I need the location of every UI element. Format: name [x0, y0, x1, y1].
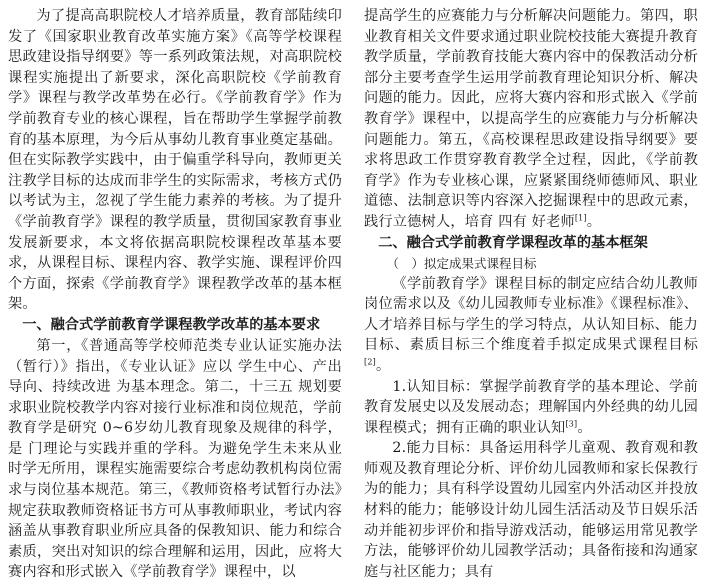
paragraph-end: 。	[577, 419, 592, 436]
left-column	[8, 6, 342, 583]
objectives-paragraph	[364, 274, 698, 377]
paragraph-text: 提高学生的应赛能力与分析解决问题能力。第四，职业教育相关文件要求通过职业院校技能大赛提升教育教学质量，学前教育技能大赛内容中的保教活动分析部分主要考查学生运用学前教育理论知识分析、解决问题的能力。因此，应将大赛内容和形式嵌入《学前教育学》课程中，以提高学生的应赛能力与分析解决问题能力。第五，《高校课程思政建设指导纲要》要求将思政工作贯穿教育教学全过程，因此，《学前教育学》作为专业核心课，应紧紧围绕师德师风、职业道德、法制意识等内容深入挖掘课程中的思政元素，践行立德树人，培育 四有 好老师	[364, 8, 698, 230]
section-heading-2: 二、融合式学前教育学课程改革的基本框架	[378, 234, 648, 251]
ability-objective-paragraph: 2.能力目标：具备运用科学儿童观、教育观和教师观及教育理论分析、评价幼儿园教师和家长保教行为的能力；具有科学设置幼儿园室内外活动区并投放材料的能力；能够设计幼儿园生活活动及节日娱乐活动并能初步评价和指导游戏活动，能够运用常见教学方法，能够评价幼儿园教学活动；具备衔接和沟通家庭与社区能力；具有	[364, 440, 698, 580]
citation-ref: [1]	[574, 213, 587, 223]
citation-ref: [3]	[565, 418, 578, 428]
requirements-paragraph: 第一，《普通高等学校师范类专业认证实施办法（暂行）》指出，《专业认证》应以 学生中心、产出导向、持续改进 为基本理念。第二，十三五 规划要求职业院校教学内容对接行业标准和岗位规范，学前教育学是研究 0~6岁幼儿教育现象及规律的科学，是 门理论与实践并重的学科。为避免学生未来从业时学无所用，课程实施需要综合考虑幼教机构岗位需求与岗位基本规范。第三，《教师资格考试暂行办法》规定获取教师资格证书方可从事教师职业，考试内容涵盖从事教育职业所应具备的保教知识、能力和综合素质，突出对知识的综合理解和运用，因此，应将大赛内容和形式嵌入《学前教育学》课程中，以	[8, 337, 342, 581]
paragraph-end: 。	[586, 213, 602, 230]
right-column	[364, 6, 698, 582]
paragraph-text: 《学前教育学》课程目标的制定应结合幼儿教师岗位需求以及《幼儿园教师专业标准》《课程标准》、人才培养目标与学生的学习特点，从认知目标、能力目标、素质目标三个维度着手拟定成果式课程目标	[364, 275, 698, 354]
intro-paragraph: 为了提高高职院校人才培养质量，教育部陆续印发了《国家职业教育改革实施方案》《高等学校课程思政建设指导纲要》等一系列政策法规，对高职院校课程实施提出了新要求，深化高职院校《学前教育学》课程与教学改革势在必行。《学前教育学》作为学前教育专业的核心课程，旨在帮助学生掌握学前教育的基本原理，为今后从事幼儿教育事业奠定基础。但在实际教学实践中，由于偏重学科导向，教师更关注教学目标的达成而非学生的实际需求，考核方式仍以考试为主，忽视了学生能力素养的考核。为了提升《学前教育学》课程的教学质量，贯彻国家教育事业发展新要求，本文将依据高职院校课程改革基本要求，从课程目标、课程内容、教学实施、课程评价四个方面，探索《学前教育学》课程教学改革的基本框架。	[8, 8, 342, 313]
paragraph-end: 。	[375, 357, 391, 374]
cognitive-objective-paragraph	[364, 377, 698, 439]
requirements-continued-paragraph	[364, 6, 698, 233]
paragraph-text: 1.认知目标：掌握学前教育学的基本理论、学前教育发展史以及发展动态；理解国内外经典的幼儿园课程模式；拥有正确的职业认知	[364, 378, 698, 436]
section-heading-1: 一、融合式学前教育学课程教学改革的基本要求	[22, 316, 321, 333]
citation-ref: [2]	[364, 357, 376, 367]
subsection-heading-1: （ ）拟定成果式课程目标	[386, 255, 537, 271]
